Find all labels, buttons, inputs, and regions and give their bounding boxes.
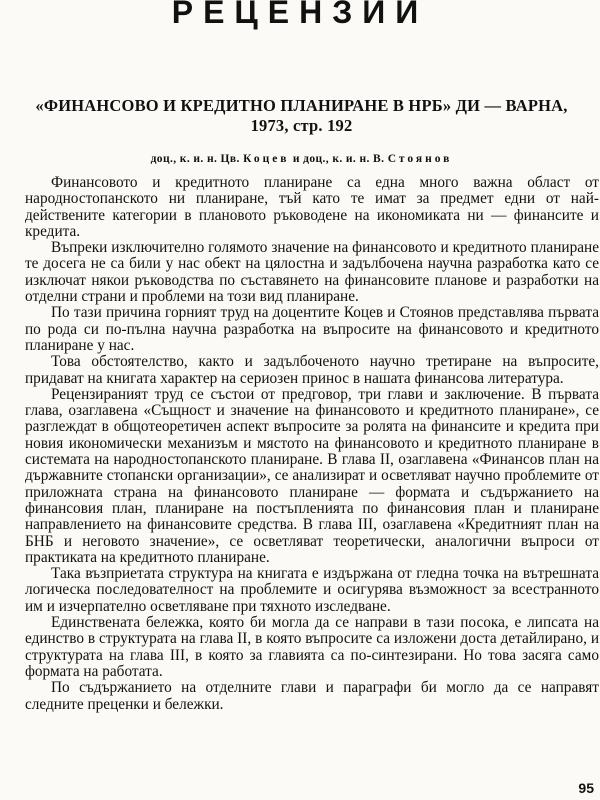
- review-authors: [14, 151, 589, 167]
- author-2: Стоянов: [387, 153, 453, 165]
- paragraph: Рецензираният труд се състои от предговор, три глави и заключение. В първата глава, озаглавена «Същност и значение на финансовото и кредитното планиране», се разглеждат в общотеоретичен аспект въпросите за ролята на финансите и кредита при новия икономически механизъм и мястото на финансовото и кредитното планиране в системата на народностопанското планиране. В глава II, озаглавена «Финансов план на държавните стопански организации», се анализират и осветляват научно проблемите от приложната страна на финансовото планиране — формата и съдържанието на финансовия план, планиране на постъпленията по финансовия план и планиране направлението на финансовите средства. В глава III, озаглавена «Кредитният план на БНБ и неговото значение», се осветляват теоретически, аналогични въпроси от практиката на кредитното планиране.: [25, 385, 599, 566]
- paragraph: Финансовото и кредитното планиране са една много важна област от народностопанското ни планиране, тъй като те имат за предмет едни от най-действените категории в плановото ръководене на икономиката ни — финансите и кредита.: [25, 174, 599, 240]
- paragraph: По тази причина горният труд на доцентите Коцев и Стоянов представлява първата по рода си по-пълна научна разработка на въпросите на финансовото и кредитното планиране у нас.: [25, 304, 599, 354]
- paragraph: Така възприетата структура на книгата е издържана от гледна точка на вътрешната логическа последователност на проблемите и осигурява възможност за всестранното им и изчерпателно осветляване при тяхното изследване.: [25, 565, 599, 615]
- paragraph: Това обстоятелство, както и задълбоченото научно третиране на въпросите, придават на книгата характер на сериозен принос в нашата финансова литература.: [25, 353, 599, 387]
- authors-prefix: доц., к. и. н. Цв.: [150, 153, 240, 165]
- review-title: [14, 96, 589, 136]
- review-body: [25, 175, 599, 713]
- author-1: Коцев: [243, 153, 290, 165]
- authors-middle: и доц., к. и. н. В.: [292, 153, 385, 165]
- paragraph: Въпреки изключително голямото значение на финансовото и кредитното планиране те досега не са били у нас обект на цялостна и задълбочена научна разработка като се изключат някои ръководства по съставянето на финансовите планове и разработки на отделни страни и проблеми на този вид планиране.: [25, 239, 599, 306]
- review-title-line-2: 1973, стр. 192: [250, 116, 353, 135]
- paragraph: По съдържанието на отделните глави и параграфи би могло да се направят следните преценки и бележки.: [25, 679, 599, 713]
- review-title-line-1: «ФИНАНСОВО И КРЕДИТНО ПЛАНИРАНЕ В НРБ» ДИ — ВАРНА,: [35, 96, 568, 115]
- section-title: РЕЦЕНЗИИ: [171, 0, 429, 30]
- page-number: 95: [578, 780, 594, 796]
- paragraph: Единствената бележка, която би могла да се направи в тази посока, е липсата на единство в структурата на глава II, в която въпросите са изложени доста детайлирано, и структурата на глава III, в която за главията са по-синтезирани. Но това засяга само формата на работата.: [25, 614, 599, 680]
